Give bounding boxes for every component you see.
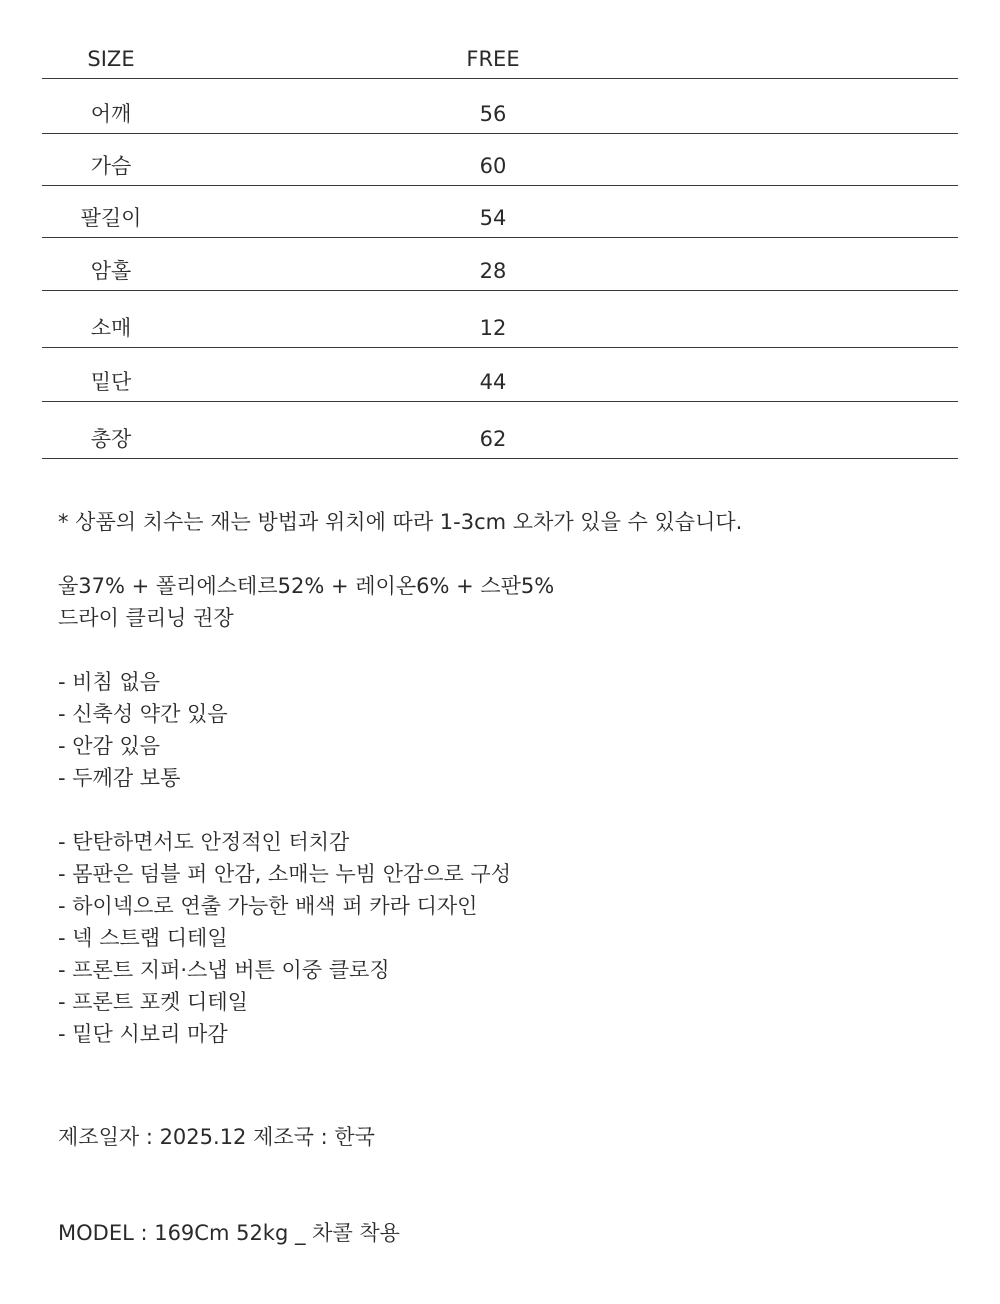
size-header-value: FREE [466, 47, 520, 71]
measurement-value: 12 [479, 316, 507, 340]
property-item: - 두께감 보통 [58, 766, 181, 790]
measurement-value: 56 [479, 102, 507, 126]
measurement-label: 소매 [90, 316, 132, 340]
measurement-value: 62 [479, 427, 507, 451]
measurement-value: 44 [479, 370, 507, 394]
size-header-label: SIZE [87, 47, 135, 71]
table-row [42, 134, 958, 186]
measurement-value: 60 [479, 154, 507, 178]
care-instruction: 드라이 클리닝 권장 [58, 606, 234, 630]
property-item: - 비침 없음 [58, 670, 161, 694]
size-table-header [42, 43, 958, 79]
product-notes [58, 506, 958, 1050]
table-row [42, 291, 958, 348]
detail-item: - 탄탄하면서도 안정적인 터치감 [58, 830, 350, 854]
table-row [42, 348, 958, 402]
measurement-label: 밑단 [90, 370, 132, 394]
size-table [42, 43, 958, 459]
detail-item: - 몸판은 덤블 퍼 안감, 소매는 누빔 안감으로 구성 [58, 862, 512, 886]
material-composition: 울37% + 폴리에스테르52% + 레이온6% + 스판5% [58, 574, 555, 598]
measurement-label: 총장 [90, 427, 132, 451]
detail-item: - 프론트 지퍼·스냅 버튼 이중 클로징 [58, 958, 390, 982]
model-info: MODEL : 169Cm 52kg _ 차콜 착용 [58, 1221, 400, 1245]
table-row [42, 402, 958, 459]
measurement-value: 54 [479, 206, 507, 230]
measurement-value: 28 [479, 259, 507, 283]
detail-item: - 밑단 시보리 마감 [58, 1022, 228, 1046]
property-item: - 신축성 약간 있음 [58, 702, 228, 726]
manufacture-info: 제조일자 : 2025.12 제조국 : 한국 [58, 1125, 375, 1149]
measurement-label: 어깨 [90, 102, 132, 126]
table-row [42, 238, 958, 291]
detail-item: - 하이넥으로 연출 가능한 배색 퍼 카라 디자인 [58, 894, 478, 918]
table-row [42, 186, 958, 238]
measurement-disclaimer: * 상품의 치수는 재는 방법과 위치에 따라 1-3cm 오차가 있을 수 있습니다. [58, 510, 743, 534]
measurement-label: 가슴 [90, 154, 132, 178]
measurement-label: 암홀 [90, 259, 132, 283]
property-item: - 안감 있음 [58, 734, 161, 758]
table-row [42, 79, 958, 134]
measurement-label: 팔길이 [80, 206, 142, 230]
detail-item: - 프론트 포켓 디테일 [58, 990, 248, 1014]
detail-item: - 넥 스트랩 디테일 [58, 926, 228, 950]
